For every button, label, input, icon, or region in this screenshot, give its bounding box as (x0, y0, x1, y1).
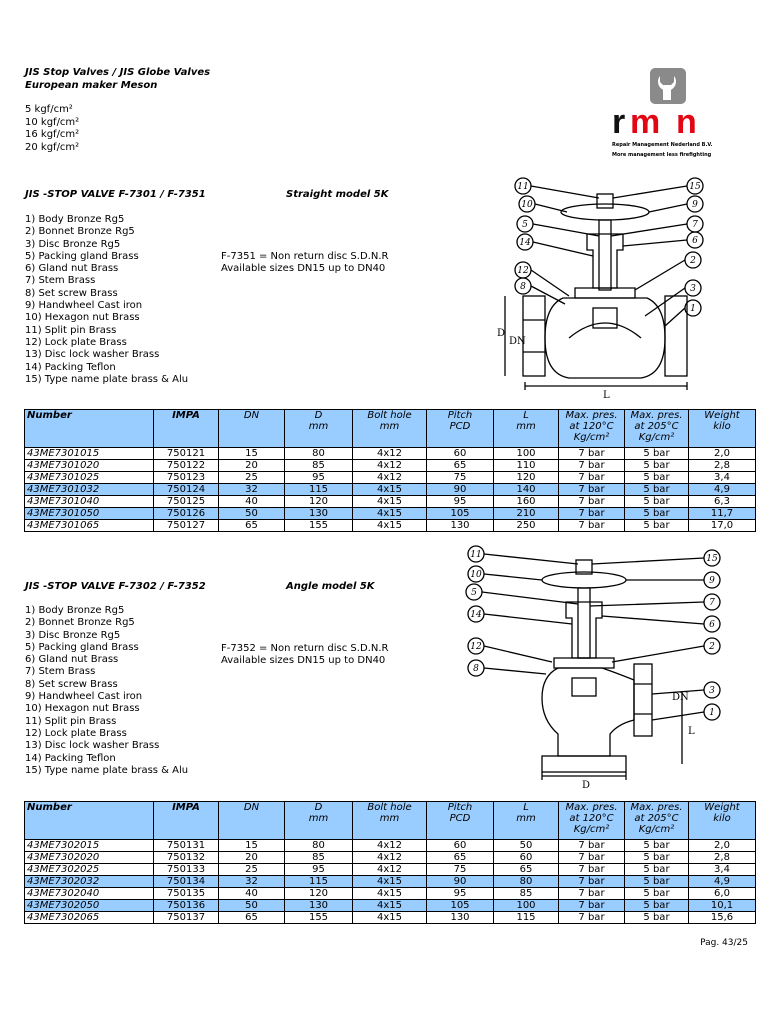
table-cell: 4x12 (353, 448, 427, 460)
table-cell: 60 (494, 852, 559, 864)
table-cell: 750121 (154, 448, 219, 460)
table-cell: 90 (427, 876, 494, 888)
callout-10: 10 (521, 200, 533, 210)
table-cell: 130 (285, 900, 353, 912)
section2-parts-list (25, 605, 188, 777)
section1-notes (221, 251, 388, 276)
callout-15: 15 (706, 554, 718, 564)
table-cell: 120 (285, 496, 353, 508)
col-bolt: Bolt hole mm (353, 802, 427, 840)
callout-12: 12 (517, 266, 529, 276)
table-cell: 750123 (154, 472, 219, 484)
table-cell: 2,0 (689, 448, 756, 460)
table-cell: 105 (427, 900, 494, 912)
callout-2: 2 (709, 642, 715, 652)
logo-company-name: Repair Management Nederland B.V. (612, 142, 713, 148)
table-cell: 5 bar (625, 472, 689, 484)
part-item: 14) Packing Teflon (25, 752, 116, 764)
table-cell: 7 bar (559, 864, 625, 876)
table-cell: 5 bar (625, 900, 689, 912)
col-d: D mm (285, 802, 353, 840)
straight-valve-diagram (495, 176, 710, 401)
table-cell: 4x15 (353, 900, 427, 912)
table-cell: 5 bar (625, 912, 689, 924)
table-cell: 7 bar (559, 852, 625, 864)
table-cell: 60 (427, 448, 494, 460)
table-cell: 140 (494, 484, 559, 496)
table-cell: 7 bar (559, 448, 625, 460)
table-cell: 750125 (154, 496, 219, 508)
col-dn: DN (219, 410, 285, 448)
callout-7: 7 (692, 220, 698, 230)
part-item: 5) Packing gland Brass (25, 641, 139, 653)
part-item: 2) Bonnet Bronze Rg5 (25, 226, 135, 238)
table-cell: 115 (285, 484, 353, 496)
part-item: 10) Hexagon nut Brass (25, 703, 140, 715)
table-cell: 90 (427, 484, 494, 496)
table-cell: 6,0 (689, 888, 756, 900)
logo-r-letter: r (612, 103, 626, 141)
table-cell: 43ME7301015 (25, 448, 154, 460)
table-cell: 65 (219, 520, 285, 532)
disc-shape (572, 678, 596, 696)
rmn-logo-icon (610, 66, 740, 166)
table-row (25, 472, 756, 484)
table-cell: 5 bar (625, 496, 689, 508)
col-max-120: Max. pres. at 120°C Kg/cm² (559, 410, 625, 448)
dim-L: L (688, 726, 695, 737)
table-cell: 15 (219, 840, 285, 852)
table-cell: 750126 (154, 508, 219, 520)
part-item: 3) Disc Bronze Rg5 (25, 238, 121, 250)
table-cell: 4x12 (353, 840, 427, 852)
part-item: 9) Handwheel Cast iron (25, 300, 143, 312)
table-cell: 750135 (154, 888, 219, 900)
table-cell: 11,7 (689, 508, 756, 520)
col-pitch: Pitch PCD (427, 802, 494, 840)
table-cell: 65 (219, 912, 285, 924)
col-impa: IMPA (154, 410, 219, 448)
table-cell: 2,8 (689, 852, 756, 864)
part-item: 7) Stem Brass (25, 275, 96, 287)
body-shape (545, 298, 665, 378)
logo-n-letter: n (676, 103, 697, 141)
table-cell: 50 (494, 840, 559, 852)
table-cell: 43ME7302015 (25, 840, 154, 852)
table-cell: 5 bar (625, 448, 689, 460)
table-cell: 80 (285, 448, 353, 460)
section2-notes (221, 643, 388, 668)
bonnet-flange-shape (554, 658, 614, 668)
table1 (24, 409, 756, 532)
disc-shape (593, 308, 617, 328)
part-item: 8) Set screw Brass (25, 678, 118, 690)
table-cell: 43ME7302025 (25, 864, 154, 876)
part-item: 7) Stem Brass (25, 666, 96, 678)
table-cell: 5 bar (625, 888, 689, 900)
pressure-list (25, 104, 79, 154)
callout-14: 14 (470, 610, 482, 620)
table-cell: 130 (427, 520, 494, 532)
table-row (25, 864, 756, 876)
table-cell: 4x15 (353, 484, 427, 496)
table-cell: 5 bar (625, 520, 689, 532)
table-cell: 43ME7301050 (25, 508, 154, 520)
callout-6: 6 (692, 236, 698, 246)
stem-shape (599, 220, 611, 290)
table-cell: 43ME7302032 (25, 876, 154, 888)
table-cell: 110 (494, 460, 559, 472)
table-cell: 750137 (154, 912, 219, 924)
table-cell: 105 (427, 508, 494, 520)
col-pitch: Pitch PCD (427, 410, 494, 448)
table-cell: 5 bar (625, 840, 689, 852)
table-cell: 100 (494, 448, 559, 460)
pressure-item: 10 kgf/cm² (25, 116, 80, 128)
table-cell: 4x15 (353, 888, 427, 900)
table-cell: 95 (427, 888, 494, 900)
part-item: 15) Type name plate brass & Alu (25, 764, 189, 776)
left-flange-shape (523, 296, 545, 376)
col-weight: Weight kilo (689, 802, 756, 840)
table-cell: 85 (285, 460, 353, 472)
section2-note-sizes: Available sizes DN15 up to DN40 (221, 655, 386, 667)
header-title: JIS Stop Valves / JIS Globe Valves (25, 67, 211, 78)
table-cell: 43ME7302040 (25, 888, 154, 900)
part-item: 11) Split pin Brass (25, 715, 117, 727)
section1-model: Straight model 5K (286, 189, 389, 200)
pressure-item: 20 kgf/cm² (25, 141, 80, 153)
part-item: 10) Hexagon nut Brass (25, 312, 140, 324)
table-cell: 25 (219, 472, 285, 484)
table-cell: 3,4 (689, 864, 756, 876)
callout-3: 3 (709, 686, 715, 696)
col-number: Number (25, 410, 154, 448)
logo-tagline: More management less firefighting (612, 152, 712, 158)
table-cell: 65 (427, 460, 494, 472)
callout-3: 3 (690, 284, 696, 294)
table-cell: 10,1 (689, 900, 756, 912)
table-cell: 85 (494, 888, 559, 900)
table-cell: 40 (219, 496, 285, 508)
table-cell: 750124 (154, 484, 219, 496)
table-cell: 7 bar (559, 472, 625, 484)
table1-header-row (25, 410, 756, 448)
table-cell: 65 (427, 852, 494, 864)
section2-note-nonreturn: F-7352 = Non return disc S.D.N.R (221, 643, 389, 654)
table-cell: 120 (494, 472, 559, 484)
table-cell: 155 (285, 912, 353, 924)
section1-parts-list (25, 214, 188, 386)
table-cell: 4x15 (353, 496, 427, 508)
logo-m-letter: m (630, 103, 661, 141)
bonnet-shape (566, 602, 602, 658)
table-cell: 4x12 (353, 864, 427, 876)
table-cell: 43ME7301025 (25, 472, 154, 484)
table-cell: 43ME7302065 (25, 912, 154, 924)
table-cell: 7 bar (559, 840, 625, 852)
callout-8: 8 (473, 664, 479, 674)
callout-5: 5 (471, 588, 477, 598)
dim-L: L (603, 390, 610, 401)
table-cell: 43ME7301020 (25, 460, 154, 472)
hexnut-shape (597, 194, 613, 208)
part-item: 6) Gland nut Brass (25, 654, 119, 666)
table-cell: 750131 (154, 840, 219, 852)
col-bolt: Bolt hole mm (353, 410, 427, 448)
part-item: 8) Set screw Brass (25, 287, 118, 299)
dim-D: D (582, 780, 591, 789)
table-row (25, 496, 756, 508)
table-row (25, 508, 756, 520)
table-cell: 210 (494, 508, 559, 520)
callout-5: 5 (522, 220, 528, 230)
table-cell: 160 (494, 496, 559, 508)
table-cell: 4x12 (353, 460, 427, 472)
callout-11: 11 (470, 550, 482, 560)
col-max-205: Max. pres. at 205°C Kg/cm² (625, 802, 689, 840)
table-cell: 5 bar (625, 852, 689, 864)
table-cell: 43ME7302050 (25, 900, 154, 912)
table-cell: 750133 (154, 864, 219, 876)
table-cell: 750136 (154, 900, 219, 912)
table-cell: 7 bar (559, 876, 625, 888)
table-cell: 100 (494, 900, 559, 912)
table-cell: 43ME7301032 (25, 484, 154, 496)
part-item: 6) Gland nut Brass (25, 263, 119, 275)
table-cell: 43ME7301040 (25, 496, 154, 508)
part-item: 9) Handwheel Cast iron (25, 691, 143, 703)
callout-6: 6 (709, 620, 715, 630)
table-cell: 7 bar (559, 520, 625, 532)
header-subtitle: European maker Meson (25, 80, 158, 91)
col-weight: Weight kilo (689, 410, 756, 448)
callout-9: 9 (709, 576, 715, 586)
table-cell: 4x12 (353, 852, 427, 864)
callout-10: 10 (470, 570, 482, 580)
table-cell: 6,3 (689, 496, 756, 508)
table-cell: 155 (285, 520, 353, 532)
table-cell: 120 (285, 888, 353, 900)
table-cell: 95 (427, 496, 494, 508)
table-cell: 32 (219, 484, 285, 496)
table-cell: 15 (219, 448, 285, 460)
table-cell: 7 bar (559, 496, 625, 508)
col-max-205: Max. pres. at 205°C Kg/cm² (625, 410, 689, 448)
body-seat-shape (569, 323, 641, 338)
table2 (24, 801, 756, 924)
section2-title: JIS -STOP VALVE F-7302 / F-7352 (25, 581, 206, 592)
table-cell: 5 bar (625, 508, 689, 520)
table-cell: 7 bar (559, 900, 625, 912)
section1-title: JIS -STOP VALVE F-7301 / F-7351 (25, 189, 206, 200)
col-number: Number (25, 802, 154, 840)
stem-shape (578, 588, 590, 658)
table-cell: 40 (219, 888, 285, 900)
table-cell: 130 (285, 508, 353, 520)
part-item: 14) Packing Teflon (25, 361, 116, 373)
table-cell: 3,4 (689, 472, 756, 484)
table-cell: 7 bar (559, 888, 625, 900)
handwheel-shape (561, 204, 649, 220)
table-cell: 43ME7302020 (25, 852, 154, 864)
table-cell: 95 (285, 864, 353, 876)
table-cell: 750127 (154, 520, 219, 532)
bonnet-shape (587, 234, 623, 288)
table-cell: 4x15 (353, 520, 427, 532)
table-cell: 17,0 (689, 520, 756, 532)
table-cell: 4x15 (353, 876, 427, 888)
table-cell: 4x15 (353, 508, 427, 520)
dim-DN: DN (672, 692, 689, 703)
table-cell: 43ME7301065 (25, 520, 154, 532)
table-cell: 75 (427, 472, 494, 484)
table-cell: 80 (285, 840, 353, 852)
callout-1: 1 (709, 708, 715, 718)
table-cell: 85 (285, 852, 353, 864)
callout-7: 7 (709, 598, 715, 608)
table-cell: 20 (219, 460, 285, 472)
callout-12: 12 (470, 642, 482, 652)
table-cell: 5 bar (625, 460, 689, 472)
table-cell: 750134 (154, 876, 219, 888)
page-number: Pag. 43/25 (700, 938, 748, 948)
table2-header-row (25, 802, 756, 840)
dim-D: D (497, 328, 506, 339)
table-cell: 250 (494, 520, 559, 532)
angle-valve-diagram (462, 544, 724, 789)
table-cell: 95 (285, 472, 353, 484)
table-row (25, 888, 756, 900)
table-cell: 5 bar (625, 864, 689, 876)
table-cell: 7 bar (559, 460, 625, 472)
table-cell: 750122 (154, 460, 219, 472)
table-cell: 7 bar (559, 484, 625, 496)
col-l: L mm (494, 802, 559, 840)
table-cell: 7 bar (559, 508, 625, 520)
col-dn: DN (219, 802, 285, 840)
table-cell: 75 (427, 864, 494, 876)
table-row (25, 900, 756, 912)
table-cell: 4,9 (689, 876, 756, 888)
table-cell: 4,9 (689, 484, 756, 496)
pressure-item: 5 kgf/cm² (25, 104, 73, 115)
col-l: L mm (494, 410, 559, 448)
table-row (25, 840, 756, 852)
table-cell: 15,6 (689, 912, 756, 924)
section2-model: Angle model 5K (286, 581, 375, 592)
table-row (25, 912, 756, 924)
table-cell: 65 (494, 864, 559, 876)
table-cell: 20 (219, 852, 285, 864)
table-cell: 25 (219, 864, 285, 876)
table-cell: 4x12 (353, 472, 427, 484)
table-cell: 80 (494, 876, 559, 888)
callout-15: 15 (689, 182, 701, 192)
body-shape (542, 668, 634, 756)
table-cell: 115 (285, 876, 353, 888)
document-header (25, 66, 210, 92)
pressure-item: 16 kgf/cm² (25, 129, 80, 140)
table-cell: 5 bar (625, 876, 689, 888)
table-row (25, 852, 756, 864)
part-item: 12) Lock plate Brass (25, 727, 127, 739)
table-cell: 2,0 (689, 840, 756, 852)
part-item: 5) Packing gland Brass (25, 250, 139, 262)
part-item: 13) Disc lock washer Brass (25, 740, 160, 752)
col-max-120: Max. pres. at 120°C Kg/cm² (559, 802, 625, 840)
callout-2: 2 (690, 256, 696, 266)
part-item: 15) Type name plate brass & Alu (25, 373, 189, 385)
callout-8: 8 (520, 282, 526, 292)
table-cell: 5 bar (625, 484, 689, 496)
col-impa: IMPA (154, 802, 219, 840)
side-flange-shape (634, 664, 652, 736)
table-row (25, 460, 756, 472)
table-cell: 50 (219, 508, 285, 520)
table-cell: 60 (427, 840, 494, 852)
part-item: 12) Lock plate Brass (25, 336, 127, 348)
company-logo (610, 66, 740, 166)
table2-body (25, 840, 756, 924)
table-cell: 2,8 (689, 460, 756, 472)
table-cell: 4x15 (353, 912, 427, 924)
table-cell: 750132 (154, 852, 219, 864)
right-flange-shape (665, 296, 687, 376)
part-item: 3) Disc Bronze Rg5 (25, 629, 121, 641)
table-cell: 130 (427, 912, 494, 924)
table-cell: 32 (219, 876, 285, 888)
dim-DN: DN (509, 336, 526, 347)
bottom-flange-shape (542, 756, 626, 772)
callout-1: 1 (690, 304, 696, 314)
callout-14: 14 (519, 238, 531, 248)
part-item: 1) Body Bronze Rg5 (25, 214, 125, 225)
part-item: 13) Disc lock washer Brass (25, 349, 160, 361)
callout-11: 11 (517, 182, 529, 192)
table1-body (25, 448, 756, 532)
table-cell: 115 (494, 912, 559, 924)
table-cell: 7 bar (559, 912, 625, 924)
part-item: 11) Split pin Brass (25, 324, 117, 336)
table-row (25, 484, 756, 496)
section1-note-nonreturn: F-7351 = Non return disc S.D.N.R (221, 251, 389, 262)
table-cell: 50 (219, 900, 285, 912)
col-d: D mm (285, 410, 353, 448)
table-row (25, 876, 756, 888)
part-item: 2) Bonnet Bronze Rg5 (25, 617, 135, 629)
section1-note-sizes: Available sizes DN15 up to DN40 (221, 263, 386, 275)
part-item: 1) Body Bronze Rg5 (25, 605, 125, 616)
table-row (25, 448, 756, 460)
callout-9: 9 (692, 200, 698, 210)
table-row (25, 520, 756, 532)
